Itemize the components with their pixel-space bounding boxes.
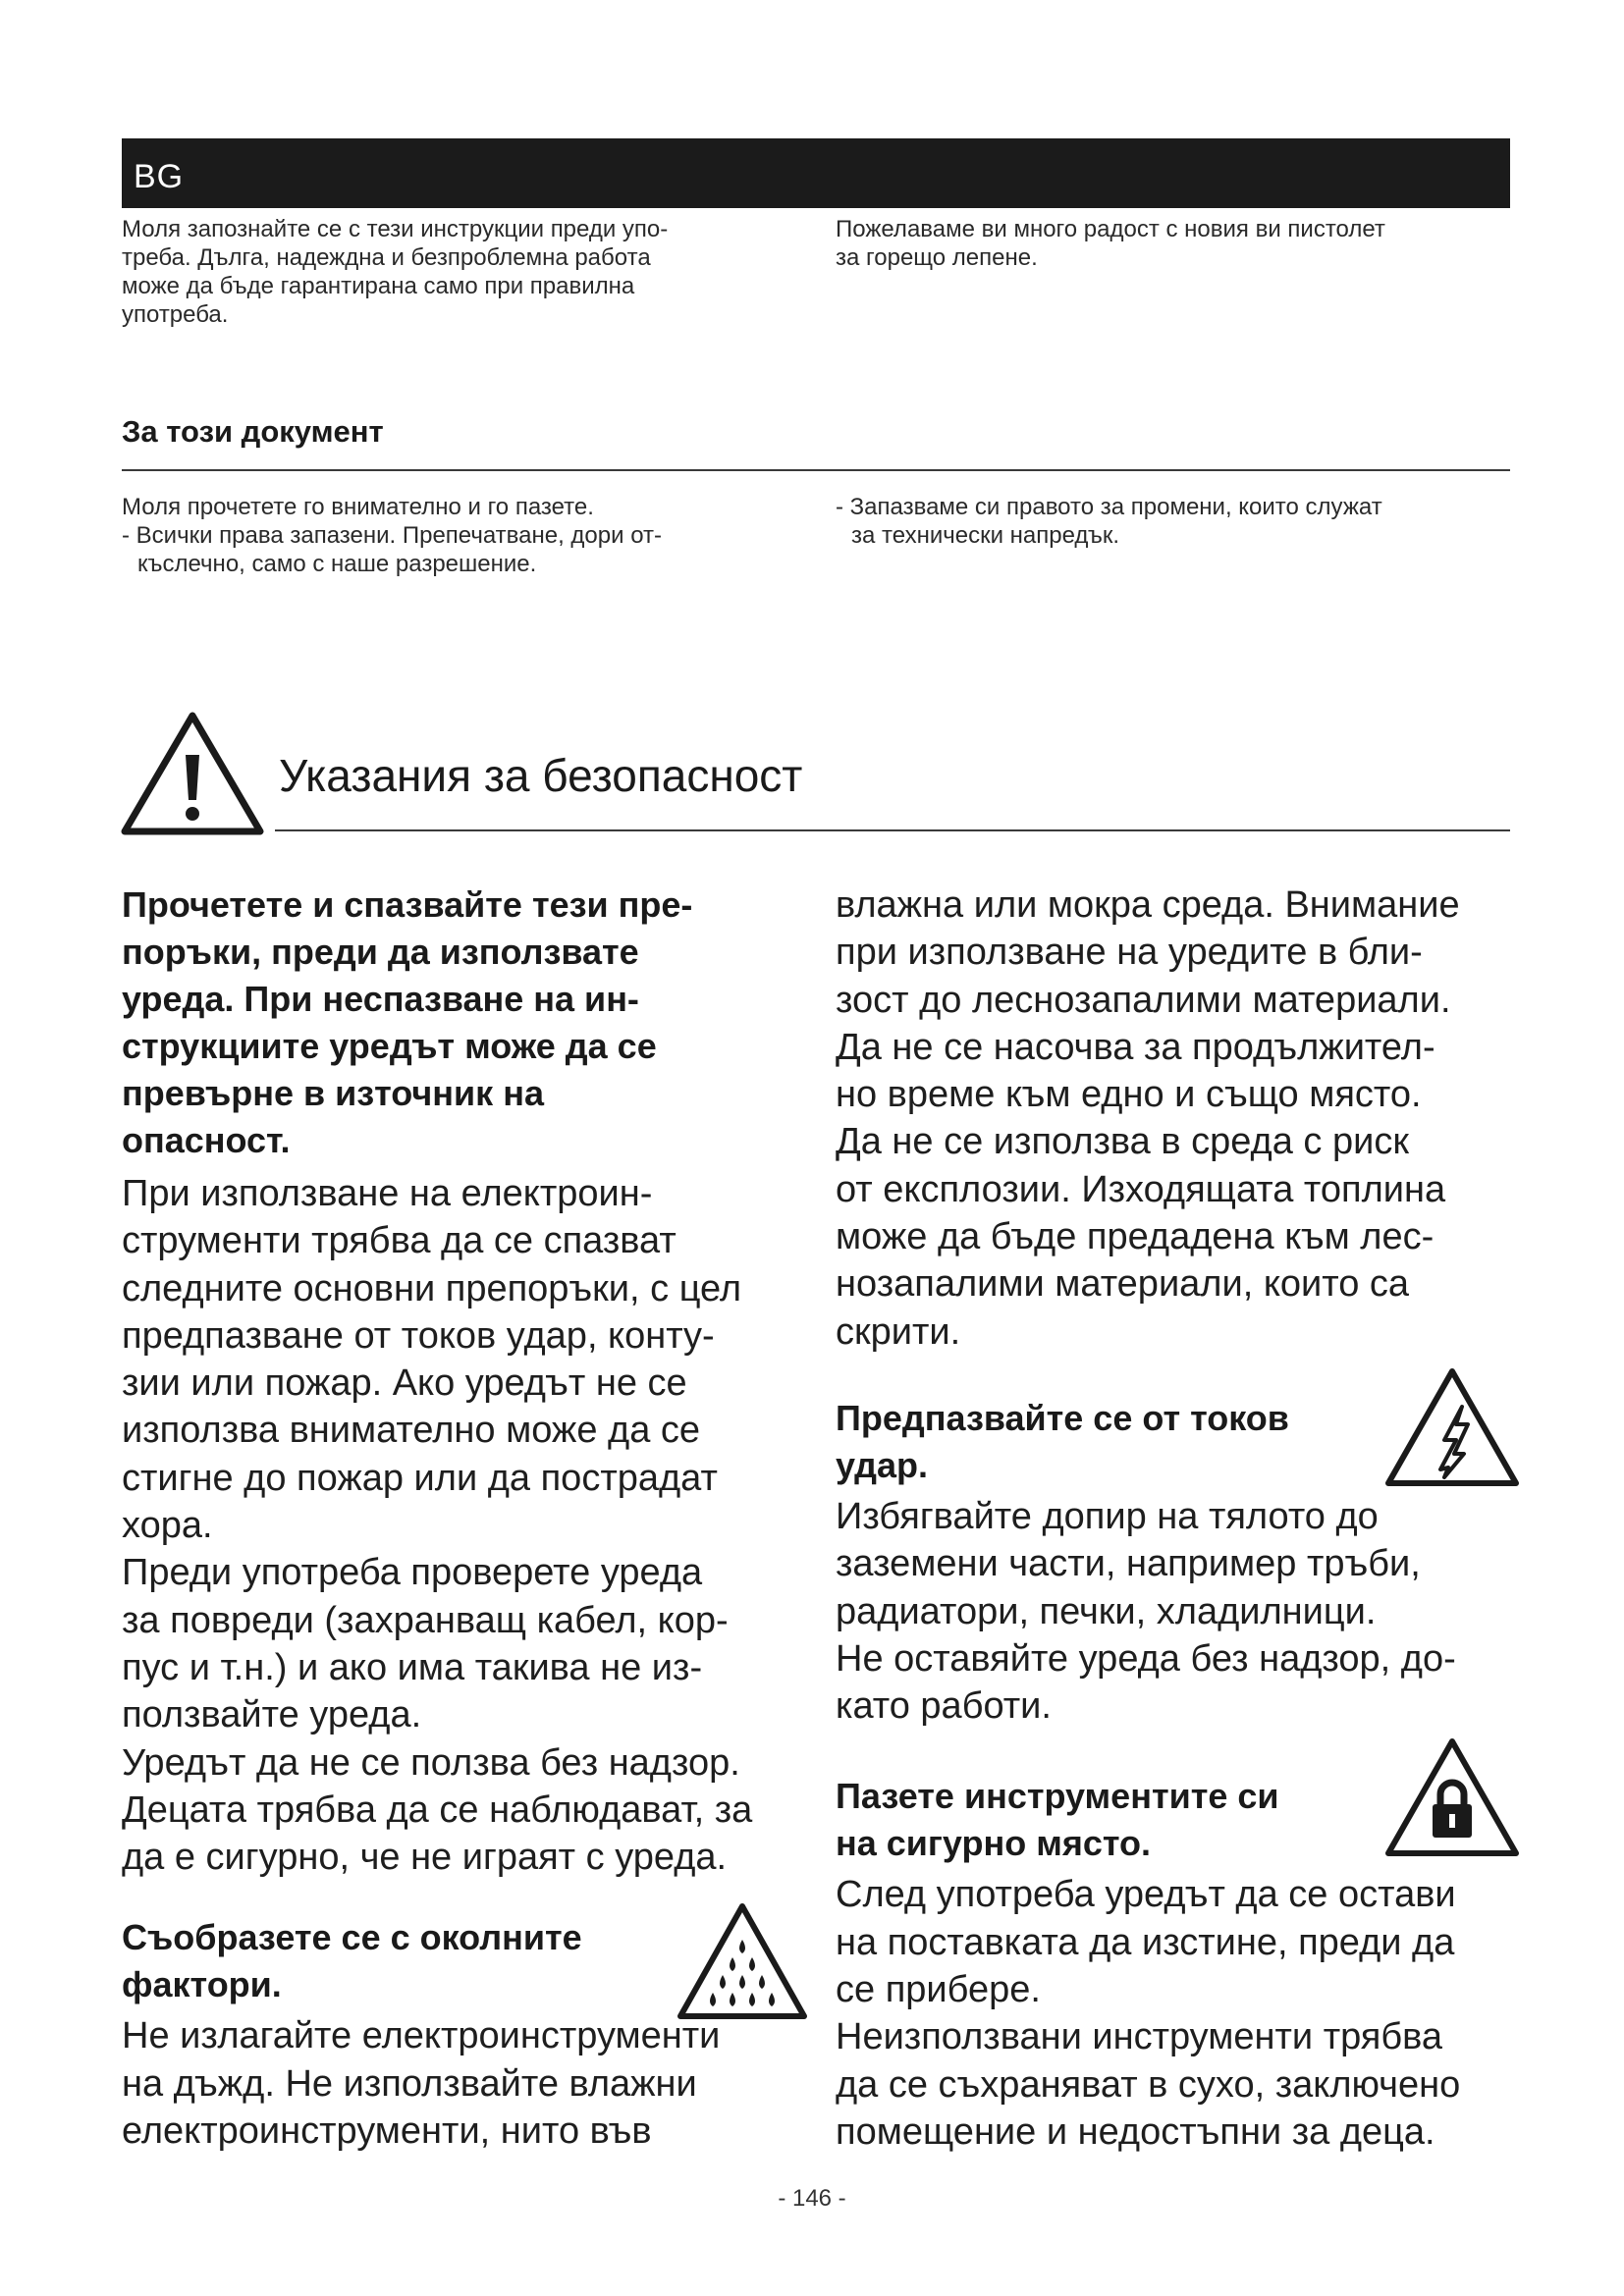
text-line: скрити. [836, 1310, 961, 1353]
text-line: Да не се използва в среда с риск [836, 1121, 1409, 1163]
text-line: удар. [836, 1444, 928, 1485]
text-line: уреда. При неспазване на ин- [122, 979, 639, 1019]
text-line: Моля прочетете го внимателно и го пазете. [122, 494, 594, 520]
safety-body-paragraph [122, 1170, 809, 1881]
text-line: пус и т.н.) и ако има такива не из- [122, 1646, 703, 1688]
text-line: зии или пожар. Ако уредът не се [122, 1362, 687, 1405]
electric-shock-warning-icon [1383, 1365, 1521, 1489]
text-line: Избягвайте допир на тялото до [836, 1495, 1379, 1537]
text-line: поръки, преди да използвате [122, 932, 639, 972]
lock-warning-icon [1383, 1735, 1521, 1859]
text-line: за повреди (захранващ кабел, кор- [122, 1599, 729, 1641]
text-line: влажна или мокра среда. Внимание [836, 884, 1460, 926]
document-notes-left [122, 493, 809, 578]
text-line: да се съхраняват в сухо, заключено [836, 2063, 1461, 2106]
section-divider [122, 469, 1510, 471]
text-line: употреба. [122, 301, 229, 328]
text-line: Неизползвани инструменти трябва [836, 2016, 1443, 2058]
text-line: Съобразете се с околните [122, 1917, 582, 1958]
text-line: Пожелаваме ви много радост с новия ви пистолет [836, 216, 1385, 242]
safety-left-column [122, 881, 809, 2155]
text-line: превърне в източник на [122, 1073, 544, 1113]
safety-right-column [836, 881, 1523, 2156]
intro-right-paragraph [836, 215, 1513, 272]
general-warning-icon [120, 710, 265, 835]
text-line: на сигурно място. [836, 1823, 1151, 1864]
language-code: BG [134, 158, 185, 195]
text-line: предпазване от токов удар, конту- [122, 1314, 715, 1357]
text-line: радиатори, печки, хладилници. [836, 1590, 1377, 1632]
text-line: Уредът да не се ползва без надзор. [122, 1741, 740, 1784]
language-header-bar [122, 138, 1510, 208]
text-line: Не оставяйте уреда без надзор, до- [836, 1637, 1456, 1680]
text-line: Да не се насочва за продължител- [836, 1026, 1435, 1068]
text-line: електроинструменти, нито във [122, 2110, 652, 2153]
electric-shock-section [836, 1395, 1523, 1730]
intro-left-paragraph [122, 215, 799, 329]
text-line: Пазете инструментите си [836, 1776, 1279, 1817]
text-line: Моля запознайте се с тези инструкции преди упо- [122, 216, 669, 242]
text-line: При използване на електроин- [122, 1173, 653, 1214]
text-line: от експлозии. Изходящата топлина [836, 1168, 1446, 1210]
text-line: да е сигурно, че не играят с уреда. [122, 1837, 728, 1879]
text-line: за технически напредък. [851, 522, 1120, 549]
text-line: се прибере. [836, 1969, 1041, 2011]
text-line: при използване на уредите в бли- [836, 932, 1423, 974]
text-line: струкциите уредът може да се [122, 1026, 657, 1066]
text-line: на поставката да изстине, преди да [836, 1921, 1455, 1963]
text-line: струменти трябва да се спазват [122, 1220, 677, 1262]
text-line: следните основни препоръки, с цел [122, 1267, 742, 1309]
storage-section [836, 1773, 1523, 2156]
text-line: треба. Дълга, надеждна и безпроблемна работа [122, 244, 651, 271]
text-line: Предпазвайте се от токов [836, 1397, 1289, 1438]
environment-body-right [836, 881, 1523, 1356]
text-line: заземени части, например тръби, [836, 1543, 1421, 1585]
document-notes-right [836, 493, 1513, 550]
text-line: фактори. [122, 1964, 282, 2005]
text-line: използва внимателно може да се [122, 1410, 701, 1452]
text-line: Децата трябва да се наблюдават, за [122, 1789, 753, 1831]
text-line: нозапалими материали, които са [836, 1263, 1410, 1306]
text-line: хора. [122, 1505, 213, 1547]
text-line: - Запазваме си правото за промени, които служат [836, 494, 1382, 520]
safety-instructions-title: Указания за безопасност [279, 750, 803, 801]
electric-shock-body [836, 1493, 1523, 1730]
text-line: След употреба уредът да се остави [836, 1874, 1456, 1916]
text-line: - Всички права запазени. Препечатване, дори от- [122, 522, 662, 549]
text-line: стигне до пожар или да пострадат [122, 1457, 718, 1499]
storage-body [836, 1871, 1523, 2156]
text-line: може да бъде гарантирана само при правилна [122, 273, 635, 299]
safety-lead-paragraph [122, 881, 809, 1164]
section-title-about-document: За този документ [122, 414, 384, 449]
text-line: на дъжд. Не използвайте влажни [122, 2062, 697, 2105]
text-line: къслечно, само с наше разрешение. [137, 551, 537, 577]
text-line: помещение и недостъпни за деца. [836, 2110, 1435, 2153]
environment-section [122, 1914, 809, 2155]
text-line: ползвайте уреда. [122, 1694, 422, 1736]
text-line: като работи. [836, 1685, 1052, 1728]
environment-body-left [122, 2012, 809, 2155]
text-line: Прочетете и спазвайте тези пре- [122, 884, 693, 925]
text-line: може да бъде предадена към лес- [836, 1216, 1435, 1258]
text-line: за горещо лепене. [836, 244, 1038, 271]
text-line: опасност. [122, 1120, 291, 1160]
page-number: - 146 - [778, 2185, 846, 2212]
text-line: Не излагайте електроинструменти [122, 2015, 721, 2057]
text-line: но време към едно и също място. [836, 1074, 1422, 1116]
rain-warning-icon [676, 1900, 809, 2022]
text-line: Преди употреба проверете уреда [122, 1552, 703, 1594]
safety-title-divider [275, 829, 1510, 831]
text-line: зост до леснозапалими материали. [836, 979, 1451, 1021]
